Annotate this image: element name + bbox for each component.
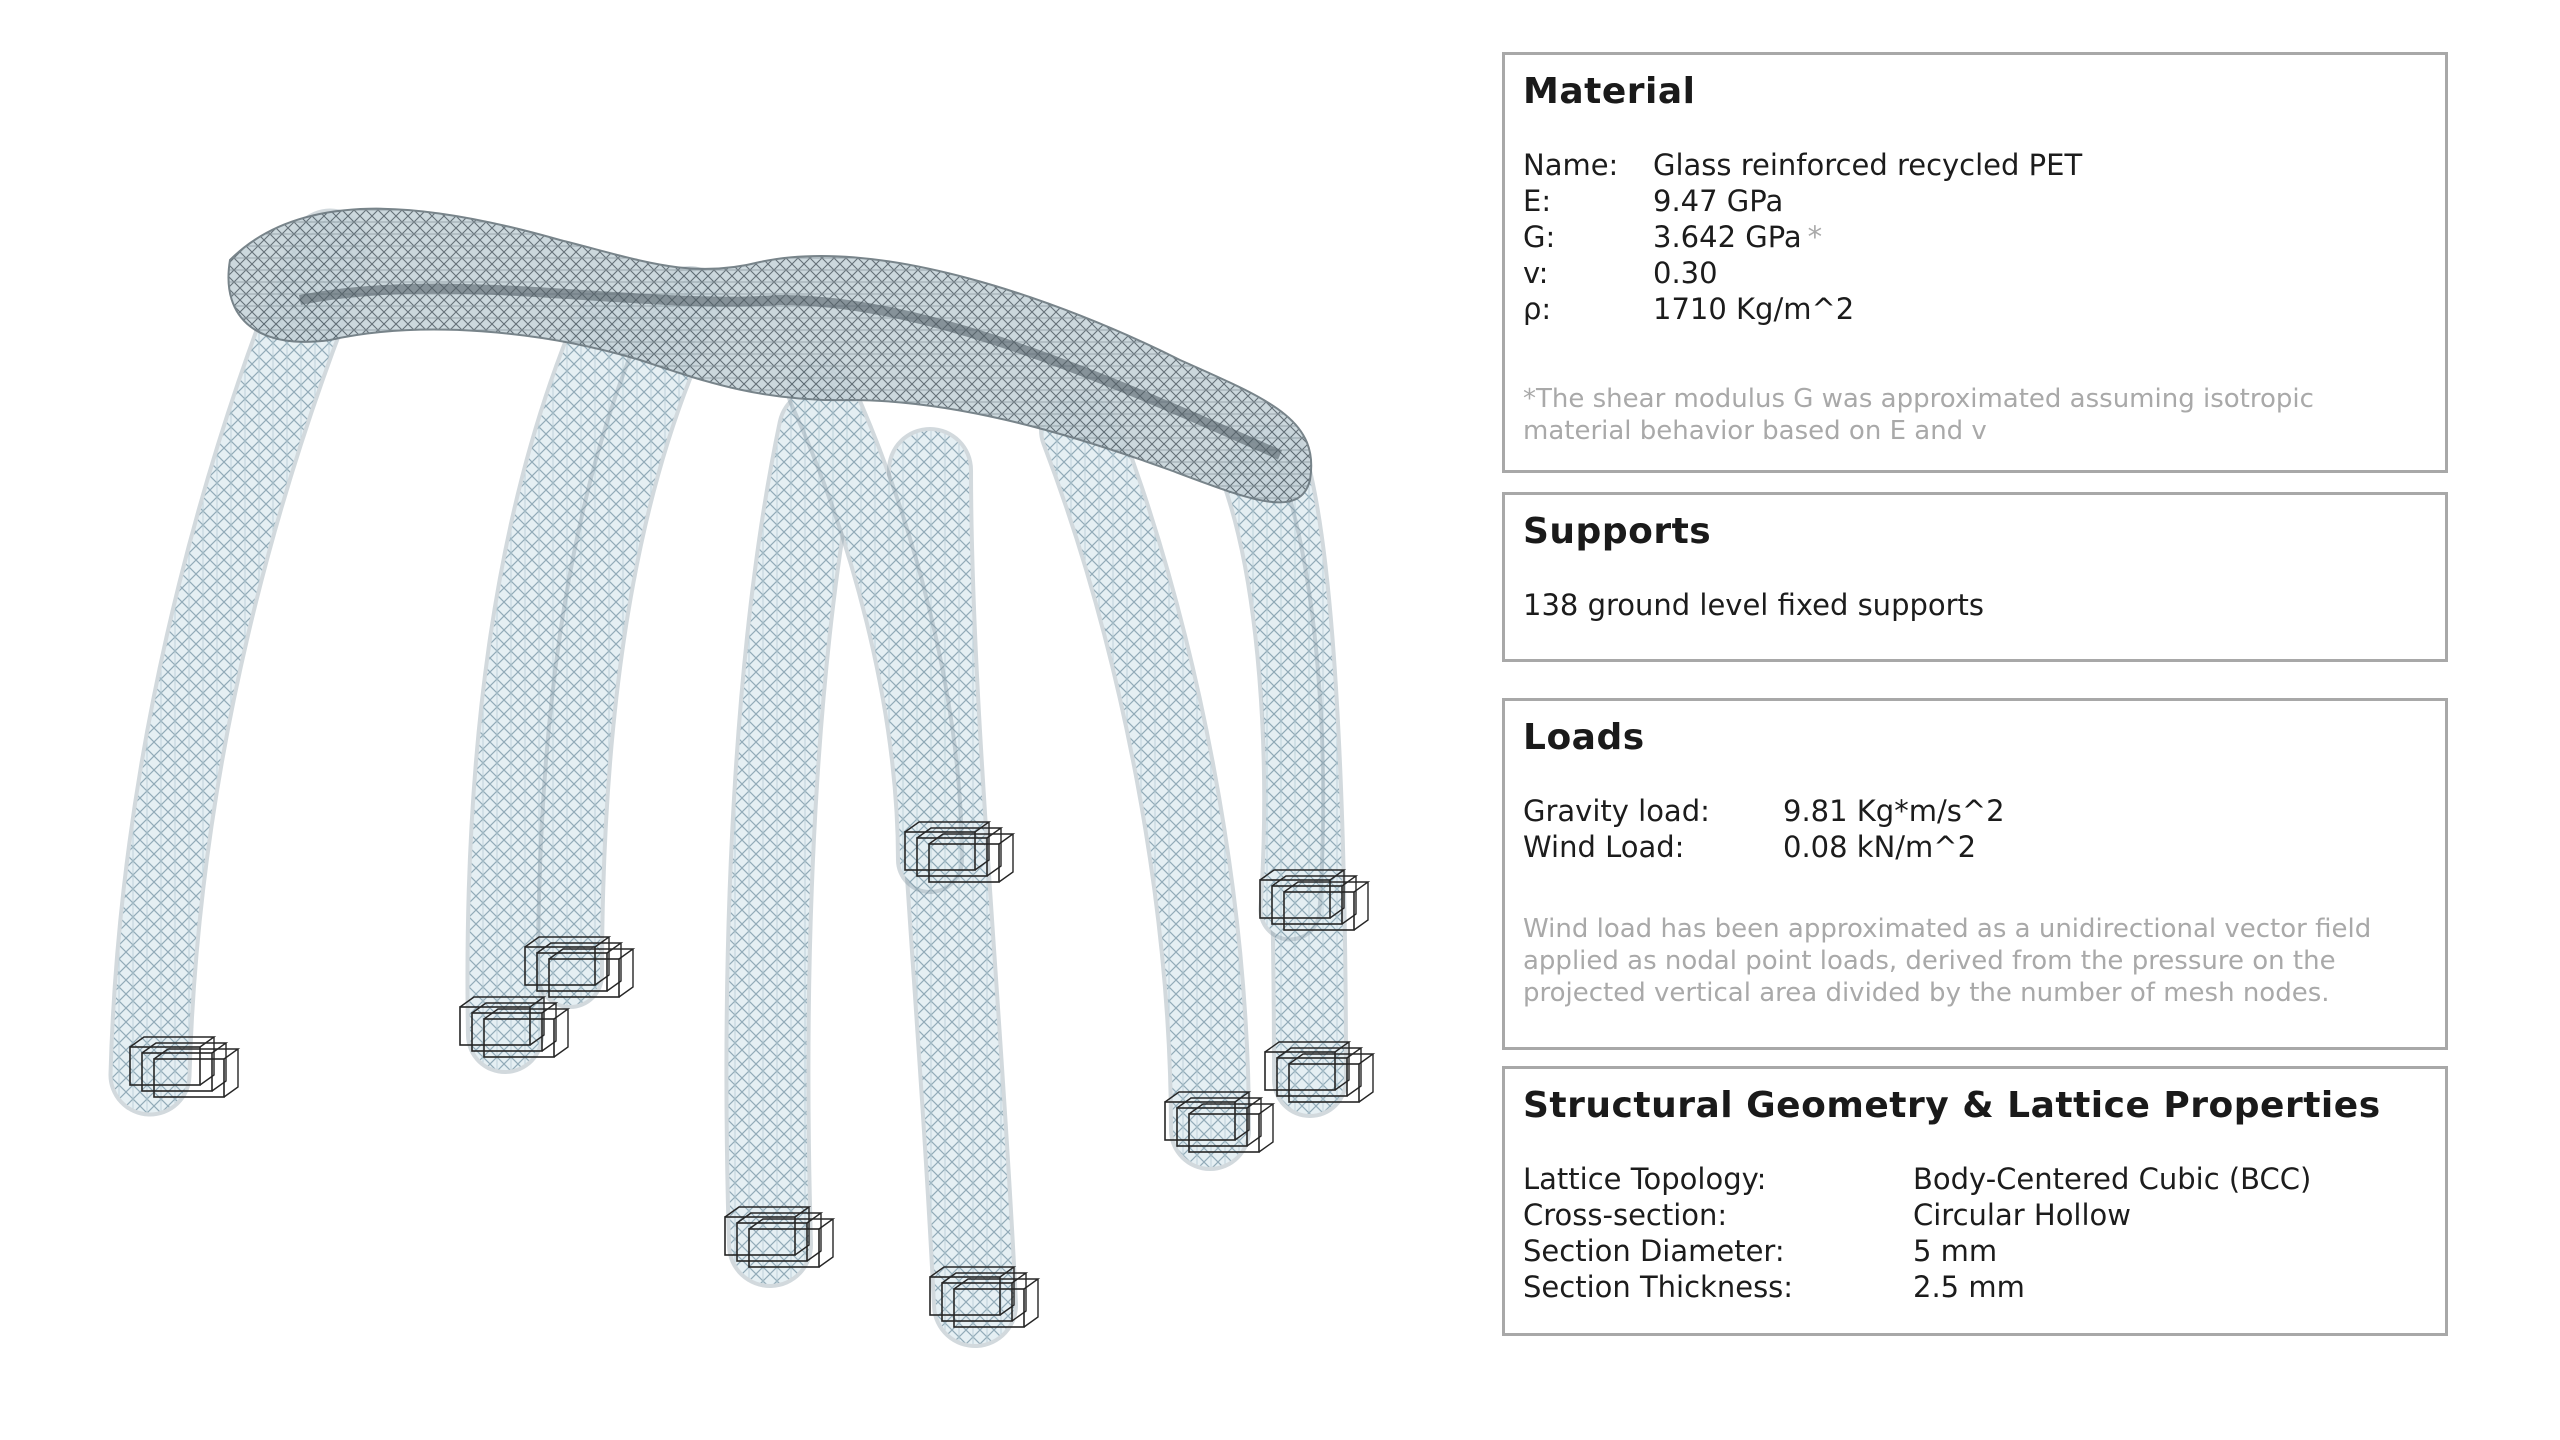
material-panel <box>1502 52 2448 473</box>
material-row-rho <box>1523 291 2082 327</box>
geometry-title: Structural Geometry & Lattice Properties <box>1523 1085 2381 1126</box>
material-row-g <box>1523 219 2082 255</box>
loads-row-wind <box>1523 829 2005 865</box>
property-key: Section Thickness: <box>1523 1270 1794 1304</box>
lattice-leg <box>1080 430 1210 1130</box>
material-row-v <box>1523 255 2082 291</box>
property-value: 0.30 <box>1653 256 1718 290</box>
property-key: ρ: <box>1523 292 1552 326</box>
property-key: Lattice Topology: <box>1523 1162 1767 1196</box>
property-value: 9.47 GPa <box>1653 184 1784 218</box>
property-key: Wind Load: <box>1523 830 1685 864</box>
property-key: E: <box>1523 184 1552 218</box>
property-key: Cross-section: <box>1523 1198 1728 1232</box>
geometry-row-thickness <box>1523 1269 2311 1305</box>
material-row-name <box>1523 147 2082 183</box>
property-value: Glass reinforced recycled PET <box>1653 148 2083 182</box>
g-footnote-marker: * <box>1807 220 1823 254</box>
loads-row-gravity <box>1523 793 2005 829</box>
property-value: 5 mm <box>1913 1234 1998 1268</box>
material-title: Material <box>1523 71 1696 112</box>
material-properties <box>1523 147 2082 327</box>
geometry-row-cross-section <box>1523 1197 2311 1233</box>
supports-title: Supports <box>1523 511 1712 552</box>
geometry-properties <box>1523 1161 2311 1305</box>
supports-panel <box>1502 492 2448 662</box>
loads-properties <box>1523 793 2005 865</box>
property-key: Name: <box>1523 148 1619 182</box>
lattice-leg <box>1250 470 1294 910</box>
property-value: 0.08 kN/m^2 <box>1783 830 1977 864</box>
property-key: G: <box>1523 220 1556 254</box>
material-footnote: *The shear modulus G was approximated assuming isotropic material behavior based on E and v <box>1523 384 2314 446</box>
loads-title: Loads <box>1523 717 1645 758</box>
property-value: Body-Centered Cubic (BCC) <box>1913 1162 2312 1196</box>
loads-panel <box>1502 698 2448 1050</box>
lattice-canopy-surface <box>228 209 1311 503</box>
loads-footnote: Wind load has been approximated as a unidirectional vector field applied as nodal point loads, derived from the pressure on the projected vertical area divided by the number of mesh nodes. <box>1523 914 2372 1008</box>
property-key: Gravity load: <box>1523 794 1710 828</box>
property-value: 1710 Kg/m^2 <box>1653 292 1855 326</box>
property-key: Section Diameter: <box>1523 1234 1785 1268</box>
property-value: Circular Hollow <box>1913 1198 2132 1232</box>
material-row-e <box>1523 183 2082 219</box>
geometry-row-diameter <box>1523 1233 2311 1269</box>
geometry-panel <box>1502 1066 2448 1336</box>
lattice-canopy <box>228 209 1311 503</box>
property-value: 2.5 mm <box>1913 1270 2025 1304</box>
geometry-row-topology <box>1523 1161 2311 1197</box>
property-value: 9.81 Kg*m/s^2 <box>1783 794 2005 828</box>
property-key: v: <box>1523 256 1549 290</box>
supports-text: 138 ground level fixed supports <box>1523 588 1985 622</box>
property-value: 3.642 GPa <box>1653 220 1802 254</box>
